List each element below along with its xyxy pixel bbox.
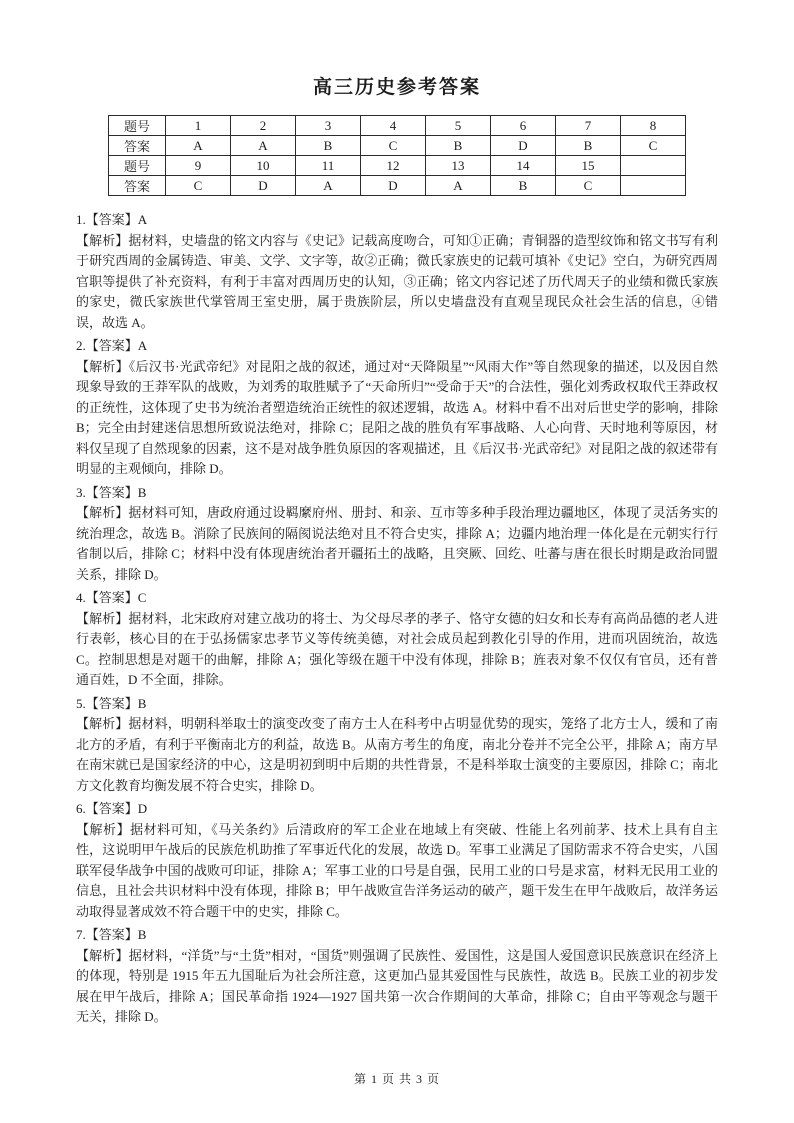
answer-cell: A [426,176,491,196]
answer-table [108,115,686,196]
answer-cell: B [426,136,491,156]
row-header-cell: 题号 [109,156,166,176]
analysis-text: 【解析】据材料，明朝科举取士的演变改变了南方士人在科考中占明显优势的现实，笼络了北方士人，缓和了南北方的矛盾，有利于平衡南北方的利益，故选 B。从南方考生的角度，南北分卷并不完全公平，排除 A；南方早在南宋就已是国家经济的中心，这是明初到明中后期的共性背景，不是科举取士演变的主要原因，排除 C；南北方文化教育均衡发展不符合史实，排除 D。 [76,716,718,793]
answer-cell: B [296,136,361,156]
answer-cell: 6 [491,116,556,136]
answer-cell: 12 [361,156,426,176]
answer-cell: 13 [426,156,491,176]
answer-cell: C [621,136,686,156]
explanation-item [76,925,718,1028]
answer-table-row [109,156,686,176]
explanation-item [76,483,718,586]
analysis-text: 【解析】《后汉书·光武帝纪》对昆阳之战的叙述，通过对“天降陨星”“风雨大作”等自然现象的描述，以及因自然现象导致的王莽军队的战败，为刘秀的取胜赋予了“天命所归”“受命于天”的合法性，强化刘秀政权取代王莽政权的正统性，这体现了史书为统治者塑造统治正统性的叙述逻辑，故选 A。材料中看不出对后世史学的影响，排除 B；完全由封建迷信思想所致说法绝对，排除 C；昆阳之战的胜负有军事战略、人心向背、天时地利等原因，材料仅呈现了自然现象的因素，这不是对战争胜负原因的客观描述，且《后汉书·光武帝纪》对昆阳之战的叙述带有明显的主观倾向，排除 D。 [76,358,718,476]
page-footer: 第 1 页 共 3 页 [353,1072,440,1086]
answer-cell: 1 [166,116,231,136]
answer-line: 4.【答案】C [76,590,147,605]
answer-cell: 2 [231,116,296,136]
row-header-cell: 答案 [109,136,166,156]
analysis-text: 【解析】据材料，北宋政府对建立战功的将士、为父母尽孝的孝子、恪守女德的妇女和长寿有高尚品德的老人进行表彰，核心目的在于弘扬儒家忠孝节义等传统美德，对社会成员起到教化引导的作用，进而巩固统治，故选 C。控制思想是对题干的曲解，排除 A；强化等级在题干中没有体现，排除 B；旌表对象不仅仅有官员，还有普通百姓，D 不全面，排除。 [76,610,718,687]
answer-line: 3.【答案】B [76,484,147,500]
answer-line: 6.【答案】D [76,801,148,816]
answer-cell [621,176,686,196]
explanation-item [76,210,718,333]
page-title: 高三历史参考答案 [312,77,481,98]
answer-line: 7.【答案】B [76,927,147,942]
answer-cell: A [296,176,361,196]
analysis-text: 【解析】据材料，“洋货”与“土货”相对，“国货”则强调了民族性、爱国性，这是国人爱国意识民族意识在经济上的体现，特别是 1915 年五九国耻后为社会所注意，这更加凸显其爱国性与民族性，故选 B。民族工业的初步发展在甲午战后，排除 A；国民革命指 1924—1927 国共第一次合作期间的大革命，排除 C；自由平等观念与题干无关，排除 D。 [76,947,718,1024]
answer-cell: A [231,136,296,156]
answer-cell: D [231,176,296,196]
row-header-cell: 题号 [109,116,166,136]
answer-cell: 8 [621,116,686,136]
row-header-cell: 答案 [109,176,166,196]
answer-cell: A [166,136,231,156]
answer-cell: 3 [296,116,361,136]
answer-table-body [109,116,686,196]
answer-cell: 10 [231,156,296,176]
answer-cell: 5 [426,116,491,136]
answer-line: 2.【答案】A [76,338,148,353]
explanation-item [76,799,718,922]
explanation-item [76,694,718,797]
analysis-text: 【解析】据材料可知，《马关条约》后清政府的军工企业在地域上有突破、性能上名列前茅、技术上具有自主性，这说明甲午战后的民族危机助推了军事近代化的发展，故选 D。军事工业满足了国防需求不符合史实，八国联军侵华战争中国的战败可印证，排除 A；军事工业的口号是自强，民用工业的口号是求富，材料无民用工业的信息，且社会共识材料中没有体现，排除 B；甲午战败宣告洋务运动的破产，题干发生在甲午战败后，故洋务运动取得显著成效不符合题干中的史实，排除 C。 [76,821,718,919]
answer-cell [621,156,686,176]
answer-cell: 14 [491,156,556,176]
answer-cell: 11 [296,156,361,176]
answer-cell: C [361,136,426,156]
answer-cell: B [491,176,556,196]
answer-cell: 15 [556,156,621,176]
answer-table-row [109,136,686,156]
answer-cell: C [166,176,231,196]
answer-cell: C [556,176,621,196]
answer-line: 1.【答案】A [76,212,148,227]
answer-cell: D [361,176,426,196]
explanations-section [76,210,718,1028]
answer-cell: 4 [361,116,426,136]
analysis-text: 【解析】据材料可知，唐政府通过设羁縻府州、册封、和亲、互市等多种手段治理边疆地区，体现了灵活务实的统治理念，故选 B。消除了民族间的隔阂说法绝对且不符合史实，排除 A；边疆内地治理一体化是在元朝实行行省制以后，排除 C；材料中没有体现唐统治者开疆拓土的战略，且突厥、回纥、吐蕃与唐在很长时期是政治同盟关系，排除 D。 [76,505,718,582]
answer-line: 5.【答案】B [76,695,147,711]
explanation-item [76,336,718,480]
answer-cell: B [556,136,621,156]
answer-cell: D [491,136,556,156]
answer-cell: 7 [556,116,621,136]
answer-table-row [109,116,686,136]
answer-cell: 9 [166,156,231,176]
analysis-text: 【解析】据材料，史墙盘的铭文内容与《史记》记载高度吻合，可知①正确；青铜器的造型纹饰和铭文书写有利于研究西周的金属铸造、审美、文学、文字等，故②正确；微氏家族史的记载可填补《史记》空白，为研究西周官职等提供了补充资料，有利于丰富对西周历史的认知，③正确；铭文内容记述了历代周天子的业绩和微氏家族的家史，微氏家族世代掌管周王室史册，属于贵族阶层，所以史墙盘没有直观呈现民众社会生活的信息，④错误，故选 A。 [76,232,718,330]
answer-table-row [109,176,686,196]
explanation-item [76,588,718,691]
